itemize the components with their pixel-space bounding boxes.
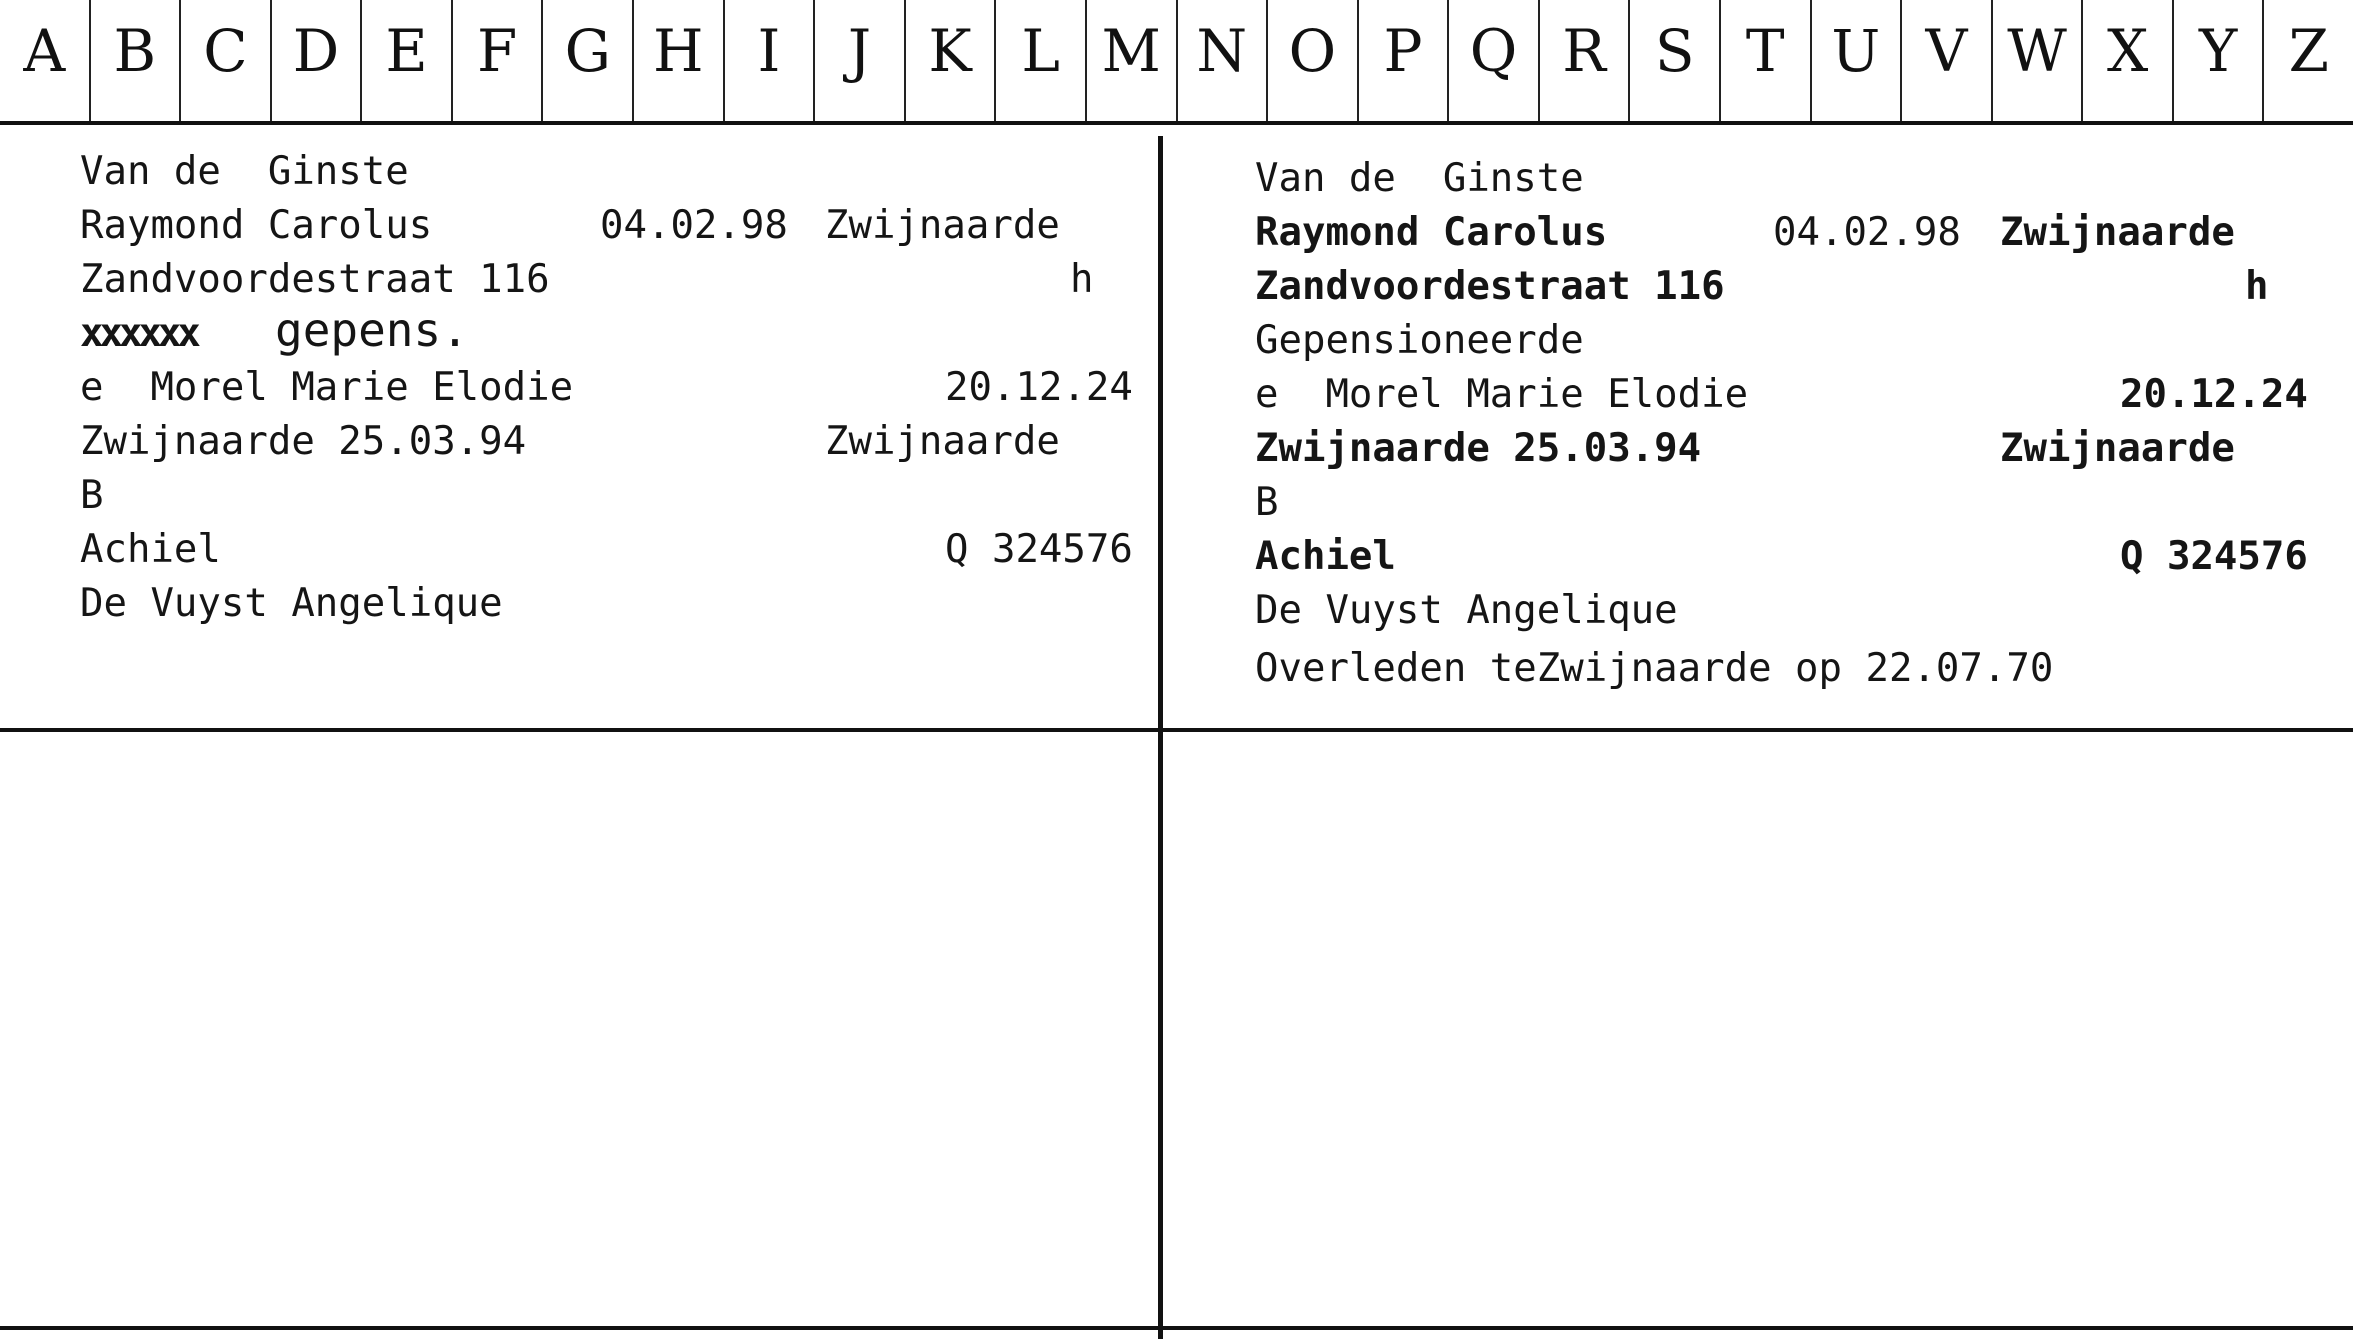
- surname: Van de Ginste: [80, 149, 409, 194]
- alphabet-letter-c: C: [179, 0, 270, 121]
- given-names: Raymond Carolus: [80, 203, 433, 248]
- birth-date: 04.02.98: [1773, 210, 1961, 255]
- alphabet-letter-n: N: [1176, 0, 1267, 121]
- alphabet-letter-b: B: [89, 0, 180, 121]
- code: B: [1255, 480, 1279, 525]
- alphabet-letter-p: P: [1357, 0, 1448, 121]
- alphabet-letter-f: F: [451, 0, 542, 121]
- father: Achiel: [1255, 534, 1396, 579]
- card-divider-right: [1163, 728, 2353, 732]
- code: B: [80, 473, 104, 518]
- alphabet-letter-k: K: [904, 0, 995, 121]
- card-bottom-divider-left: [0, 1326, 1158, 1330]
- alphabet-letter-y: Y: [2172, 0, 2263, 121]
- alphabet-letter-s: S: [1628, 0, 1719, 121]
- alphabet-letter-i: I: [723, 0, 814, 121]
- mother: De Vuyst Angelique: [80, 581, 503, 626]
- alphabet-letter-l: L: [994, 0, 1085, 121]
- alphabet-letter-v: V: [1900, 0, 1991, 121]
- record-card-left: [80, 145, 1140, 705]
- alphabet-letter-h: H: [632, 0, 723, 121]
- record-card-right: [1255, 152, 2335, 712]
- marriage-place: Zwijnaarde: [825, 419, 1060, 464]
- alphabet-letter-d: D: [270, 0, 361, 121]
- birth-place: Zwijnaarde: [825, 203, 1060, 248]
- marriage: Zwijnaarde 25.03.94: [1255, 426, 1702, 471]
- marker: h: [2245, 264, 2269, 309]
- spouse: e Morel Marie Elodie: [80, 365, 574, 410]
- alphabet-letter-j: J: [813, 0, 904, 121]
- card-divider-left: [0, 728, 1158, 732]
- alphabet-letter-u: U: [1810, 0, 1901, 121]
- marriage: Zwijnaarde 25.03.94: [80, 419, 527, 464]
- surname: Van de Ginste: [1255, 156, 1584, 201]
- alphabet-letter-x: X: [2081, 0, 2172, 121]
- alphabet-letter-w: W: [1991, 0, 2082, 121]
- spouse-birth-date: 20.12.24: [945, 365, 1133, 410]
- spouse-birth-date: 20.12.24: [2120, 372, 2308, 417]
- birth-date: 04.02.98: [600, 203, 788, 248]
- alphabet-letter-r: R: [1538, 0, 1629, 121]
- card-bottom-divider-right: [1163, 1326, 2353, 1330]
- alphabet-letter-m: M: [1085, 0, 1176, 121]
- register-number: Q 324576: [2120, 534, 2308, 579]
- birth-place: Zwijnaarde: [2000, 210, 2235, 255]
- alphabet-index-strip: [0, 0, 2353, 125]
- spouse: e Morel Marie Elodie: [1255, 372, 1749, 417]
- register-number: Q 324576: [945, 527, 1133, 572]
- alphabet-letter-a: A: [23, 17, 66, 85]
- marriage-place: Zwijnaarde: [2000, 426, 2235, 471]
- mother: De Vuyst Angelique: [1255, 588, 1678, 633]
- occupation: Gepensioneerde: [1255, 318, 1584, 363]
- father: Achiel: [80, 527, 221, 572]
- occupation-struck: xxxxxx: [80, 311, 197, 356]
- alphabet-letter-t: T: [1719, 0, 1810, 121]
- given-names: Raymond Carolus: [1255, 210, 1608, 255]
- alphabet-letter-z: Z: [2262, 0, 2353, 121]
- card-vertical-divider: [1158, 136, 1163, 1339]
- marker: h: [1070, 257, 1094, 302]
- alphabet-letter-e: E: [360, 0, 451, 121]
- alphabet-letter-o: O: [1266, 0, 1357, 121]
- address: Zandvoordestraat 116: [1255, 264, 1725, 309]
- alphabet-letter-q: Q: [1447, 0, 1538, 121]
- occupation: gepens.: [275, 303, 469, 357]
- death-note: Overleden teZwijnaarde op 22.07.70: [1255, 646, 2054, 691]
- address: Zandvoordestraat 116: [80, 257, 550, 302]
- alphabet-letter-g: G: [541, 0, 632, 121]
